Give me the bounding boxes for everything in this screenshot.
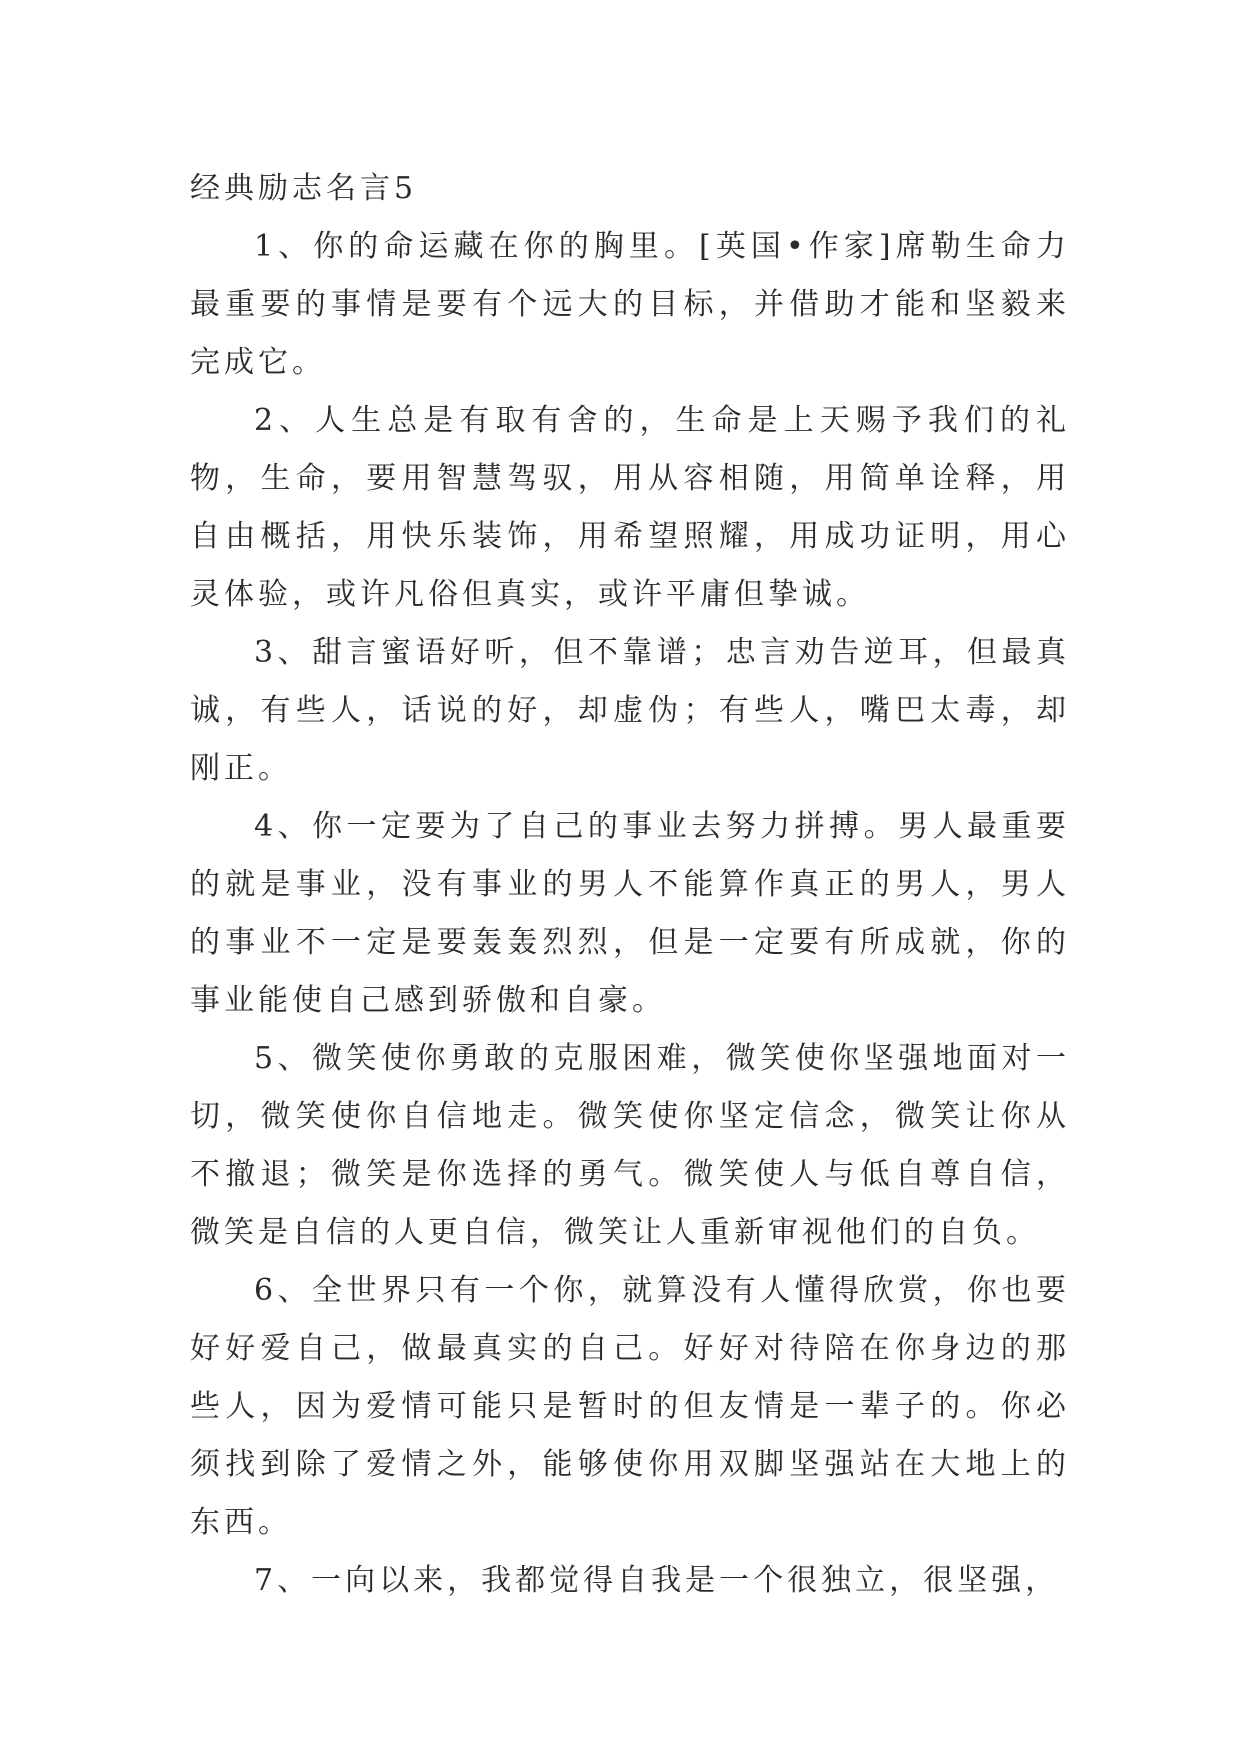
quote-paragraph-1: 1、你的命运藏在你的胸里。[英国•作家]席勒生命力最重要的事情是要有个远大的目标，并借助才能和坚毅来完成它。 [190, 229, 1070, 380]
quote-paragraph-7: 7、一向以来，我都觉得自我是一个很独立，很坚强， [254, 1563, 1060, 1598]
document-body [190, 160, 1070, 1610]
quote-paragraph-4: 4、你一定要为了自己的事业去努力拼搏。男人最重要的就是事业，没有事业的男人不能算作真正的男人，男人的事业不一定是要轰轰烈烈，但是一定要有所成就，你的事业能使自己感到骄傲和自豪。 [190, 809, 1070, 1018]
quote-paragraph-6: 6、全世界只有一个你，就算没有人懂得欣赏，你也要好好爱自己，做最真实的自己。好好对待陪在你身边的那些人，因为爱情可能只是暂时的但友情是一辈子的。你必须找到除了爱情之外，能够使你用双脚坚强站在大地上的东西。 [190, 1273, 1070, 1540]
document-title: 经典励志名言5 [190, 171, 418, 206]
quote-paragraph-2: 2、人生总是有取有舍的，生命是上天赐予我们的礼物，生命，要用智慧驾驭，用从容相随，用简单诠释，用自由概括，用快乐装饰，用希望照耀，用成功证明，用心灵体验，或许凡俗但真实，或许平庸但挚诚。 [190, 403, 1070, 612]
quote-paragraph-3: 3、甜言蜜语好听，但不靠谱；忠言劝告逆耳，但最真诚，有些人，话说的好，却虚伪；有些人，嘴巴太毒，却刚正。 [190, 635, 1070, 786]
quote-paragraph-5: 5、微笑使你勇敢的克服困难，微笑使你坚强地面对一切，微笑使你自信地走。微笑使你坚定信念，微笑让你从不撤退；微笑是你选择的勇气。微笑使人与低自尊自信，微笑是自信的人更自信，微笑让人重新审视他们的自负。 [190, 1041, 1070, 1250]
